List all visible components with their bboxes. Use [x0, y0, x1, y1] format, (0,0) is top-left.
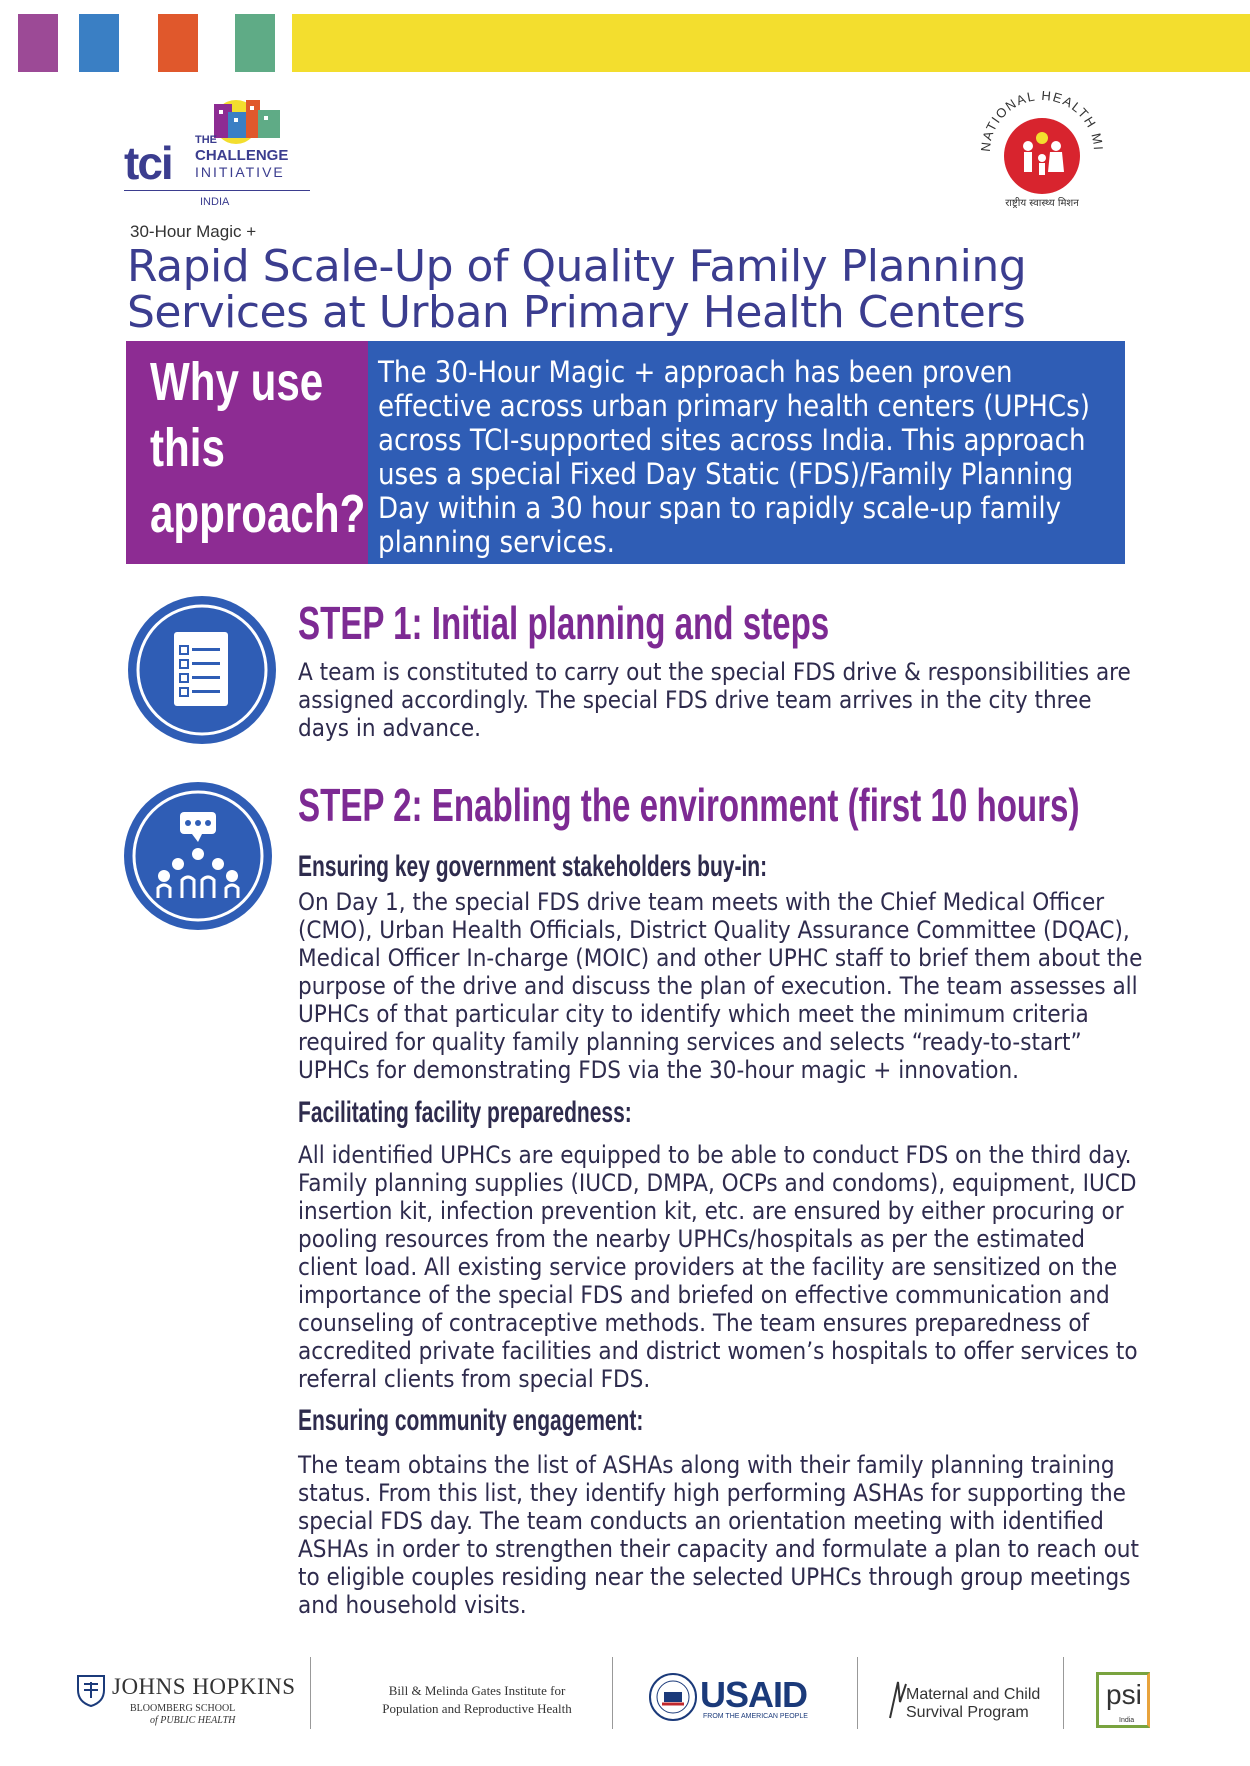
mcsp-mark-icon	[888, 1678, 908, 1722]
gates-line-2: Population and Reproductive Health	[382, 1701, 572, 1716]
yellow-band	[292, 14, 1250, 72]
tci-skyline-icon	[124, 84, 314, 144]
tci-the: THE	[195, 134, 217, 146]
tci-initiative: INITIATIVE	[195, 164, 285, 180]
usaid-wordmark: USAID	[700, 1674, 808, 1715]
why-line-2: this	[150, 418, 225, 478]
mcsp-logo	[906, 1686, 1040, 1722]
step2-heading: STEP 2: Enabling the environment (first 10 hours)	[298, 779, 1080, 831]
step2-body-2: All identified UPHCs are equipped to be able to conduct FDS on the third day. Family planning supplies (IUCD, DMPA, OCPs and condoms), equipment, IUCD insertion kit, infection prevention kit, etc. are ensured by either procuring or pooling resources from the nearby UPHCs/hospitals as per the estimated client load. All existing service providers at the facility are sensitized on the importance of the special FDS and briefed on effective communication and counseling of contraceptive methods. The team ensures preparedness of accredited private facilities and district women’s hospitals to offer services to referral clients from special FDS.	[298, 1141, 1138, 1393]
meeting-icon	[122, 780, 274, 932]
step2-subheading-2: Facilitating facility preparedness:	[298, 1096, 632, 1129]
page-title	[127, 241, 1127, 338]
step2-subheading-3: Ensuring community engagement:	[298, 1404, 644, 1437]
usaid-seal-icon	[648, 1672, 698, 1722]
orange-square	[158, 14, 198, 72]
nhm-ring-text: NATIONAL HEALTH MI	[977, 87, 1107, 153]
step1-body: A team is constituted to carry out the special FDS drive & responsibilities are assigned accordingly. The special FDS drive team arrives in the city three days in advance.	[298, 658, 1131, 742]
gates-institute-logo	[352, 1682, 602, 1718]
footer-divider	[857, 1657, 858, 1729]
green-square	[235, 14, 275, 72]
partner-logos	[0, 1652, 1250, 1752]
psi-country: India	[1119, 1717, 1135, 1724]
why-body: The 30-Hour Magic + approach has been proven effective across urban primary health centers (UPHCs) across TCI-supported sites across India. This approach uses a special Fixed Day Static (FDS)/Family Planning Day within a 30 hour span to rapidly scale-up family planning services.	[378, 355, 1090, 559]
jhu-school: BLOOMBERG SCHOOL	[130, 1703, 236, 1714]
why-box	[126, 341, 368, 564]
tci-challenge: CHALLENGE	[195, 147, 289, 164]
footer-divider	[310, 1657, 311, 1729]
gates-line-1: Bill & Melinda Gates Institute for	[388, 1683, 566, 1698]
jhu-name: JOHNS HOPKINS	[112, 1674, 296, 1699]
tci-wordmark: tci	[124, 137, 172, 189]
step1-heading: STEP 1: Initial planning and steps	[298, 597, 830, 649]
psi-logo	[1096, 1672, 1150, 1728]
nhm-emblem-icon	[960, 84, 1120, 214]
step2-subheading-1: Ensuring key government stakeholders buy-in:	[298, 850, 768, 883]
jhu-public-health: of PUBLIC HEALTH	[150, 1715, 236, 1726]
blue-square	[79, 14, 119, 72]
footer-divider	[1063, 1657, 1064, 1729]
mcsp-line-2: Survival Program	[906, 1704, 1029, 1721]
step2-body-3: The team obtains the list of ASHAs along with their family planning training status. From this list, they identify high performing ASHAs for supporting the special FDS day. The team conducts an orientation meeting with identified ASHAs in order to strengthen their capacity and formulate a plan to reach out to eligible couples residing near the selected UPHCs through group meetings and household visits.	[298, 1451, 1139, 1619]
usaid-tagline: FROM THE AMERICAN PEOPLE	[703, 1713, 808, 1720]
why-explanation	[368, 341, 1125, 564]
title-line-2: Services at Urban Primary Health Centers	[127, 287, 1026, 338]
nhm-hindi-text: राष्ट्रीय स्वास्थ्य मिशन	[1005, 198, 1079, 209]
psi-wordmark: psi	[1106, 1679, 1142, 1710]
nhm-logo	[960, 84, 1120, 214]
mcsp-line-1: Maternal and Child	[906, 1686, 1041, 1703]
top-color-bar	[0, 14, 1250, 72]
title-line-1: Rapid Scale-Up of Quality Family Planning	[127, 241, 1027, 292]
tci-rule	[124, 190, 310, 191]
purple-square	[18, 14, 58, 72]
kicker: 30-Hour Magic +	[130, 222, 257, 241]
checklist-icon	[126, 594, 278, 746]
tci-country: INDIA	[200, 196, 230, 208]
footer-divider	[612, 1657, 613, 1729]
why-line-3: approach?	[150, 484, 366, 544]
jhu-shield-icon	[76, 1674, 106, 1708]
tci-logo	[124, 84, 314, 214]
step2-body-1: On Day 1, the special FDS drive team meets with the Chief Medical Officer (CMO), Urban Health Officials, District Quality Assurance Committee (DQAC), Medical Officer In-charge (MOIC) and other UPHC staff to brief them about the purpose of the drive and discuss the plan of execution. The team assesses all UPHCs of that particular city to identify which meet the minimum criteria required for quality family planning services and selects “ready-to-start” UPHCs for demonstrating FDS via the 30-hour magic + innovation.	[298, 888, 1143, 1084]
why-line-1: Why use	[150, 352, 324, 412]
